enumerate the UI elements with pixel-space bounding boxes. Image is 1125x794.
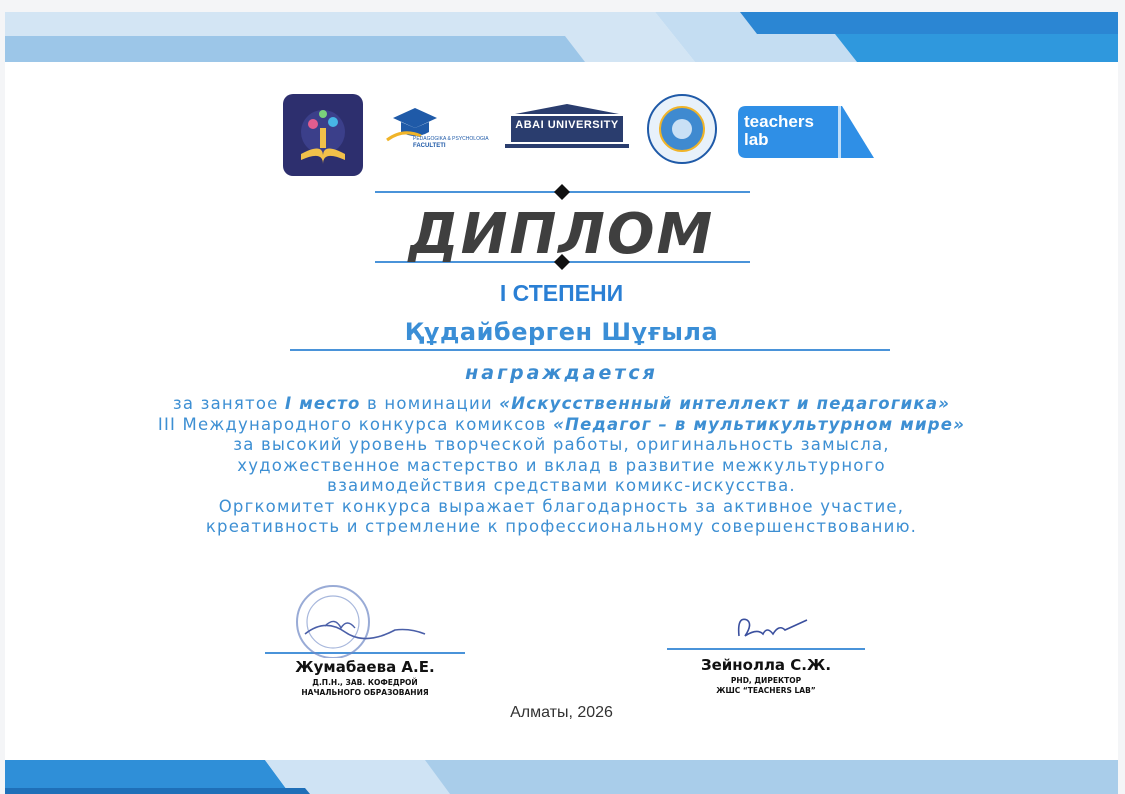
description-line: креативность и стремление к профессиональному совершенствованию. — [205, 517, 918, 536]
teachers-lab-logo — [738, 106, 878, 158]
description-line: взаимодействия средствами комикс-искусства. — [327, 476, 796, 495]
seal-emblem-logo — [647, 94, 717, 164]
logos-row — [5, 94, 1118, 176]
faculty-logo — [383, 106, 493, 158]
text-segment: в номинации — [360, 394, 500, 413]
comics-book-logo — [283, 94, 363, 176]
signature-line — [265, 652, 465, 654]
signature-line — [667, 648, 865, 650]
abai-university-text: ABAI UNIVERSITY — [515, 119, 619, 131]
graduation-cap-icon — [383, 106, 493, 158]
nomination-text: «Искусственный интеллект и педагогика» — [499, 394, 951, 413]
teachers-lab-line2: lab — [744, 130, 769, 149]
top-decorative-band — [5, 12, 1118, 62]
diploma-sheet — [5, 12, 1118, 794]
teachers-lab-line1: teachers — [744, 112, 814, 131]
signature-icon — [667, 606, 865, 648]
recipient-underline — [290, 349, 890, 351]
text-segment: за занятое — [172, 394, 285, 413]
abai-university-logo — [505, 104, 629, 154]
left-signature-block — [265, 578, 465, 698]
description-line — [45, 415, 1078, 436]
stamp-icon — [265, 578, 465, 658]
right-signer-role1: PHD, ДИРЕКТОР — [730, 676, 802, 685]
description-line: за высокий уровень творческой работы, оригинальность замысла, — [233, 435, 890, 454]
awarded-label: награждается — [465, 362, 658, 384]
left-signer-name: Жумабаева А.Е. — [295, 658, 435, 676]
right-signature-block — [667, 606, 865, 696]
degree-label: I СТЕПЕНИ — [499, 280, 624, 306]
right-signer-role2: ЖШС “TEACHERS LAB” — [716, 686, 816, 695]
recipient-name: Құдайберген Шұғыла — [404, 318, 719, 346]
faculty-line1: PEDAGOGIKA & PSYCHOLOGIA — [413, 136, 489, 142]
text-segment: III Международного конкурса комиксов — [157, 414, 554, 434]
faculty-line2: FACULTETI — [413, 143, 446, 149]
description-line — [45, 394, 1078, 415]
description-line: Оргкомитет конкурса выражает благодарность за активное участие, — [218, 496, 905, 516]
city-year: Алматы, 2026 — [510, 704, 613, 721]
description-line: художественное мастерство и вклад в развитие межкультурного — [237, 455, 886, 475]
place-text: I место — [284, 394, 361, 413]
award-description — [45, 394, 1078, 538]
left-signer-role1: Д.П.Н., ЗАВ. КОФЕДРОЙ — [312, 678, 418, 687]
title-block — [5, 184, 1118, 294]
left-signer-role2: НАЧАЛЬНОГО ОБРАЗОВАНИЯ — [301, 688, 429, 697]
right-signer-name: Зейнолла С.Ж. — [700, 656, 832, 674]
contest-name: «Педагог – в мультикультурном мире» — [553, 414, 966, 434]
bottom-decorative-band — [5, 760, 1118, 794]
diploma-title: ДИПЛОМ — [408, 202, 715, 267]
